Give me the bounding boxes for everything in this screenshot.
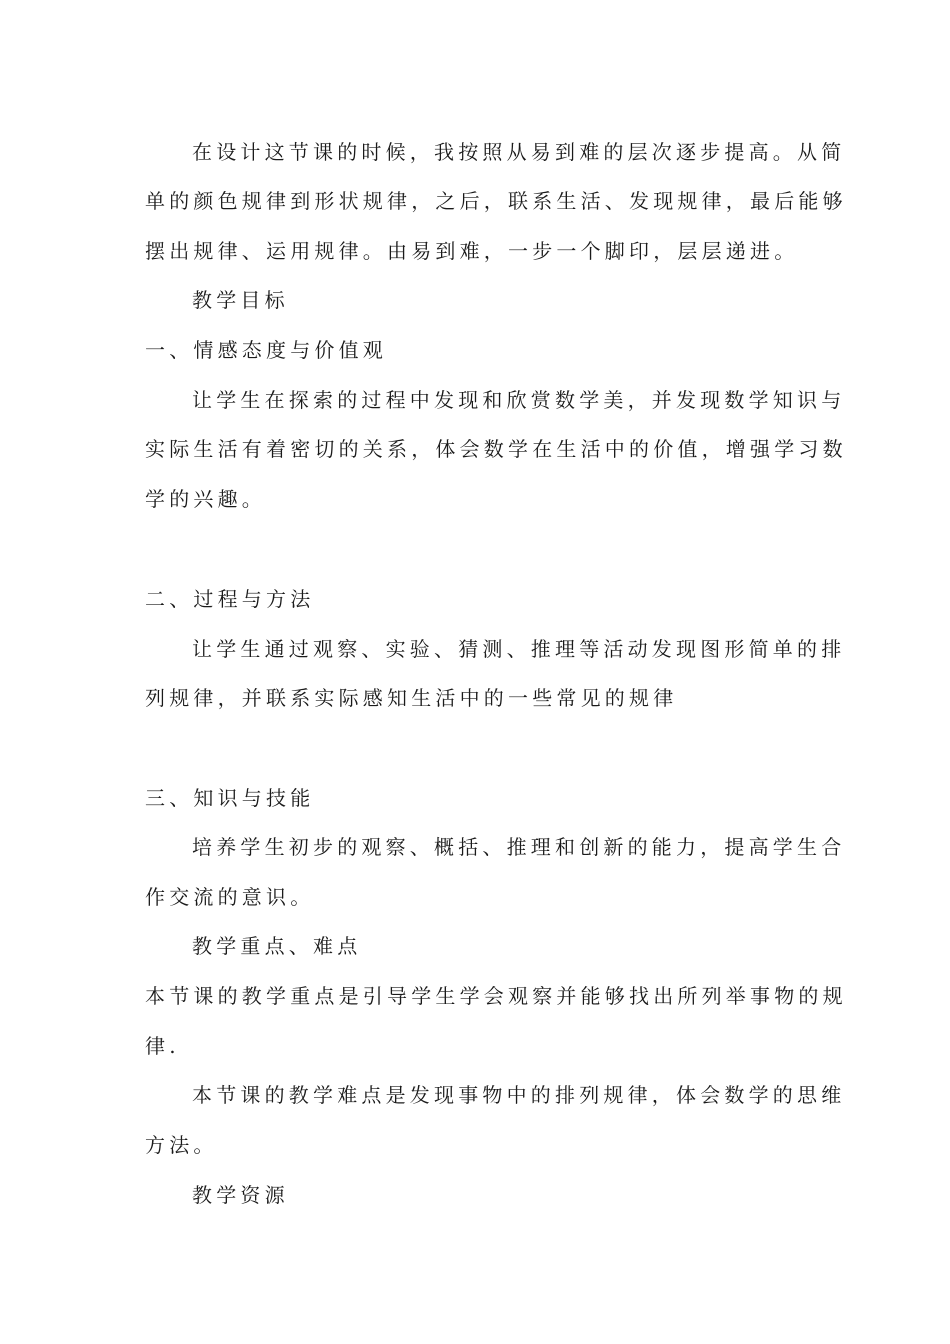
difficulty-line-2: 方法。 (145, 1133, 218, 1157)
section3-line-1: 培养学生初步的观察、概括、推理和创新的能力，提高学生合 (192, 835, 846, 859)
section3-heading: 三、知识与技能 (145, 786, 315, 810)
intro-line-2: 单的颜色规律到形状规律，之后，联系生活、发现规律，最后能够 (145, 189, 847, 213)
section1-heading: 一、情感态度与价值观 (145, 338, 387, 362)
section1-line-1: 让学生在探索的过程中发现和欣赏数学美，并发现数学知识与 (192, 388, 846, 412)
section2-heading: 二、过程与方法 (145, 587, 315, 611)
objectives-heading: 教学目标 (192, 288, 289, 312)
section1-line-2: 实际生活有着密切的关系，体会数学在生活中的价值，增强学习数 (145, 437, 847, 461)
intro-line-1: 在设计这节课的时候，我按照从易到难的层次逐步提高。从简 (192, 140, 846, 164)
focus-heading: 教学重点、难点 (192, 934, 362, 958)
difficulty-line-1: 本节课的教学难点是发现事物中的排列规律，体会数学的思维 (192, 1083, 846, 1107)
section2-line-1: 让学生通过观察、实验、猜测、推理等活动发现图形简单的排 (192, 637, 846, 661)
focus-line-1: 本节课的教学重点是引导学生学会观察并能够找出所列举事物的规 (145, 984, 847, 1008)
section1-line-3: 学的兴趣。 (145, 487, 266, 511)
intro-line-3: 摆出规律、运用规律。由易到难，一步一个脚印，层层递进。 (145, 239, 799, 263)
section2-line-2: 列规律，并联系实际感知生活中的一些常见的规律 (145, 686, 678, 710)
resources-heading: 教学资源 (192, 1183, 289, 1207)
focus-line-2: 律. (145, 1034, 180, 1058)
section3-line-2: 作交流的意识。 (145, 885, 315, 909)
